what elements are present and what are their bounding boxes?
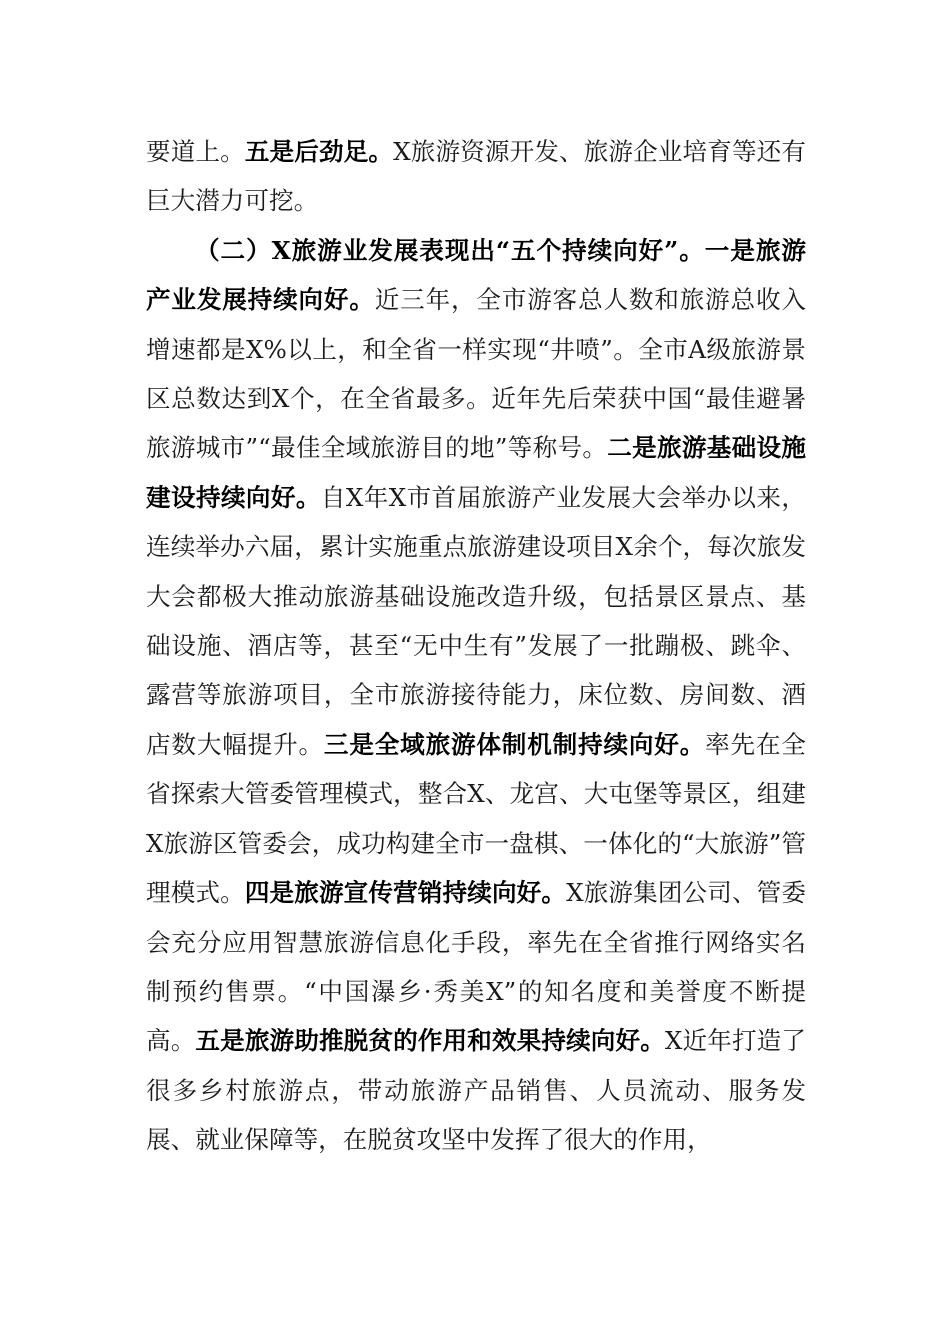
text-run: 自X年X市首届旅游产业发展大会举办以来，连续举办六届，累计实施重点旅游建设项目X余个，每次旅发大会都极大推动旅游基础设施改造升级，包括景区景点、基础设施、酒店等，甚至“无中生有”发展了一批蹦极、跳伞、露营等旅游项目，全市旅游接待能力，床位数、房间数、酒店数大幅提升。: [146, 482, 806, 759]
text-run: X近年打造了很多乡村旅游点，带动旅游产品销售、人员流动、服务发展、就业保障等，在脱贫攻坚中发挥了很大的作用，: [146, 1026, 806, 1155]
paragraph-continuation: [146, 127, 806, 226]
bold-heading-run: 四是旅游宣传营销持续向好。: [244, 878, 567, 908]
text-run: 率先在全省探索大管委管理模式，整合X、龙宫、大屯堡等景区，组建X旅游区管委会，成功构建全市一盘棋、一体化的“大旅游”管理模式。: [146, 729, 806, 908]
bold-heading-run: 三是全域旅游体制机制持续向好。: [323, 729, 706, 759]
section-heading: （二）X旅游业发展表现出“五个持续向好”。一是旅游产业发展持续向好。: [146, 235, 806, 315]
text-run: 近三年，全市游客总人数和旅游总收入增速都是X%以上，和全省一样实现“井喷”。全市A级旅游景区总数达到X个，在全省最多。近年先后荣获中国“最佳避暑旅游城市”“最佳全域旅游目的地”等称号。: [146, 285, 806, 463]
paragraph-section-two: [146, 226, 806, 1165]
text-run: X旅游资源开发、旅游企业培育等还有巨大潜力可挖。: [146, 137, 806, 216]
text-run: X旅游集团公司、管委会充分应用智慧旅游信息化手段，率先在全省推行网络实名制预约售票。“中国瀑乡·秀美X”的知名度和美誉度不断提高。: [146, 878, 806, 1056]
bold-heading-run: 五是后劲足。: [244, 137, 394, 166]
bold-heading-run: 五是旅游助推脱贫的作用和效果持续向好。: [195, 1026, 665, 1056]
body-text: [146, 127, 806, 1165]
bold-heading-run: 二是旅游基础设施建设持续向好。: [146, 433, 806, 512]
text-run: 要道上。: [146, 137, 245, 166]
